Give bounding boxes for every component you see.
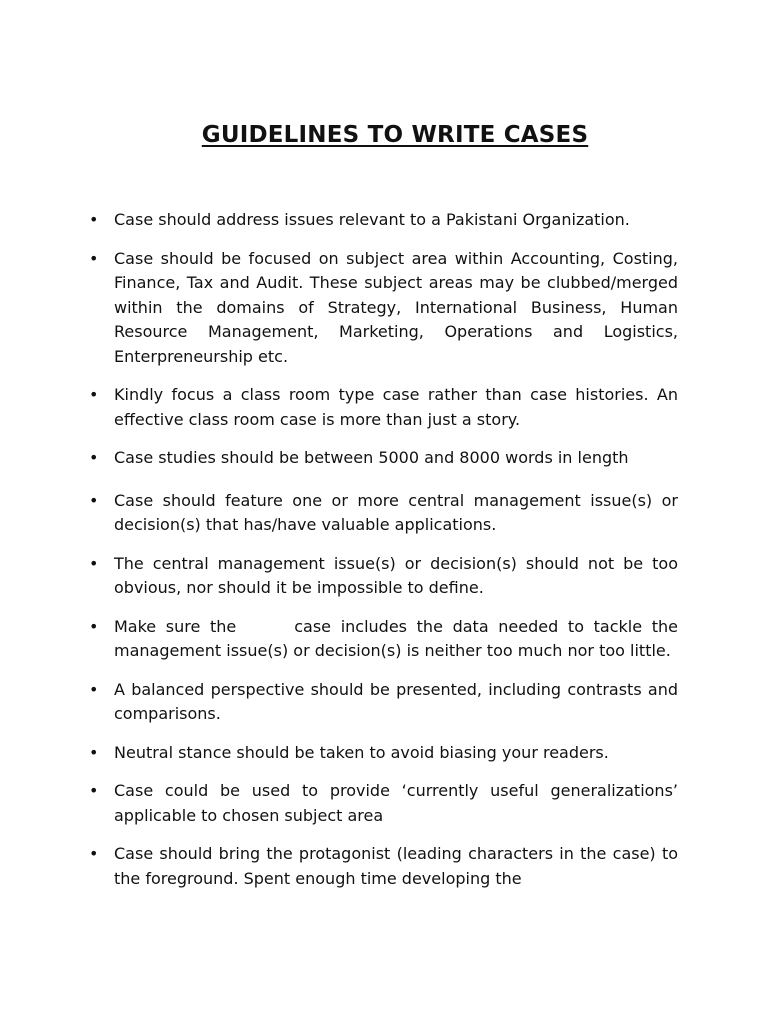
list-item: • Neutral stance should be taken to avoid biasing your readers. <box>88 741 678 766</box>
list-item: • Make sure the case includes the data needed to tackle the management issue(s) or decision(s) is neither too much nor too little. <box>88 615 678 664</box>
list-item: • Case should be focused on subject area within Accounting, Costing, Finance, Tax and Audit. These subject areas may be clubbed/merged within the domains of Strategy, International Business, Human Resource Management, Marketing, Operations and Logistics, Enterpreneurship etc. <box>88 247 678 370</box>
list-item: • Case should address issues relevant to a Pakistani Organization. <box>88 208 678 233</box>
list-item: • Case should bring the protagonist (leading characters in the case) to the foreground. Spent enough time developing the <box>88 842 678 891</box>
list-item: • Case studies should be between 5000 and 8000 words in length <box>88 446 678 471</box>
list-item: • A balanced perspective should be presented, including contrasts and comparisons. <box>88 678 678 727</box>
document-title: GUIDELINES TO WRITE CASES <box>201 122 589 148</box>
list-item: • Kindly focus a class room type case rather than case histories. An effective class room case is more than just a story. <box>88 383 678 432</box>
list-item: • Case should feature one or more central management issue(s) or decision(s) that has/have valuable applications. <box>88 489 678 538</box>
list-item: • The central management issue(s) or decision(s) should not be too obvious, nor should it be impossible to define. <box>88 552 678 601</box>
list-item: • Case could be used to provide ‘currently useful generalizations’ applicable to chosen subject area <box>88 779 678 828</box>
guidelines-list <box>88 208 684 905</box>
